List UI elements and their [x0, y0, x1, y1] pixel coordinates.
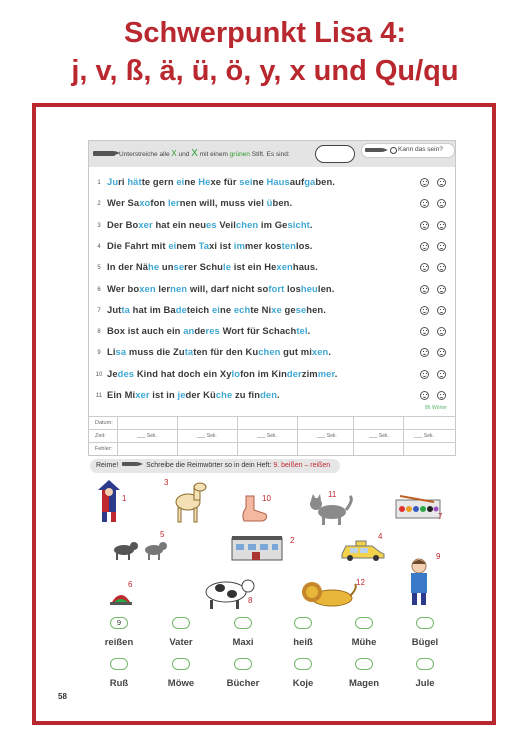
- syllable: xe für: [210, 176, 240, 187]
- sentence-text[interactable]: [107, 219, 313, 230]
- sentence-text[interactable]: [107, 261, 318, 272]
- syllable: ge: [281, 303, 296, 315]
- taxi-icon: [338, 538, 386, 562]
- paintbox-icon: [394, 494, 442, 522]
- syllable: nen: [170, 282, 188, 294]
- happy-face-icon[interactable]: [420, 221, 429, 230]
- building-icon: [230, 534, 284, 562]
- happy-face-icon[interactable]: [420, 370, 429, 379]
- kann-das-sein-label: Kann das sein?: [398, 146, 443, 153]
- table-divider: [117, 416, 118, 455]
- sentence-row: [89, 217, 455, 237]
- instruction-part: Unterstreiche alle: [119, 151, 172, 158]
- sentence-row: [89, 195, 455, 215]
- count-answer-box[interactable]: [315, 145, 355, 163]
- sentence-row: [89, 302, 455, 322]
- sentence-number: 4: [97, 243, 101, 250]
- table-label: Datum:: [95, 420, 113, 426]
- picture-number: 5: [160, 530, 165, 539]
- page-title-line2: j, v, ß, ä, ü, ö, y, x und Qu/qu: [71, 55, 459, 87]
- syllable: ei: [211, 303, 220, 315]
- table-row: [89, 416, 455, 430]
- syllable: che: [215, 389, 233, 400]
- syllable: ri: [118, 176, 128, 187]
- syllable: xen: [276, 261, 293, 273]
- sad-face-icon[interactable]: [437, 327, 446, 336]
- sentence-text[interactable]: [107, 346, 331, 357]
- syllable: ga: [304, 176, 316, 187]
- table-divider: [353, 416, 354, 455]
- seconds-cell[interactable]: ___ Sek.: [317, 433, 337, 439]
- syllable: He: [198, 176, 211, 187]
- syllable: te gern: [141, 176, 177, 187]
- sentence-row: [89, 387, 455, 407]
- happy-face-icon[interactable]: [420, 306, 429, 315]
- dogs-icon: [110, 538, 172, 562]
- reime-instruction: Schreibe die Reimwörter so in dein Heft:: [146, 462, 274, 469]
- syllable: ta: [121, 303, 130, 315]
- picture-number: 12: [356, 578, 365, 587]
- syllable: hat ein neu: [152, 218, 207, 230]
- table-row: [89, 442, 455, 456]
- sentence-text[interactable]: [107, 283, 334, 294]
- syllable: ech: [233, 303, 251, 315]
- instruction-part: und: [176, 151, 192, 158]
- syllable: der Kü: [185, 389, 216, 400]
- rhyme-word: Vater: [169, 637, 193, 648]
- table-divider: [297, 416, 298, 455]
- reime-text: [96, 462, 330, 469]
- reading-table: [89, 416, 455, 455]
- rhyme-word: Bücher: [226, 678, 260, 689]
- sentence-number: 1: [97, 180, 101, 186]
- reading-sheet: [88, 140, 456, 456]
- syllable: Kind hat doch ein Xy: [134, 367, 232, 379]
- sentence-text[interactable]: [107, 197, 292, 208]
- sentence-text[interactable]: [107, 389, 280, 400]
- page-number: 58: [58, 692, 67, 701]
- syllable: Der Bo: [107, 218, 139, 230]
- rhyme-word: Bügel: [411, 637, 439, 648]
- happy-face-icon[interactable]: [420, 348, 429, 357]
- picture-number: 2: [290, 536, 295, 545]
- syllable: auf: [289, 176, 305, 187]
- happy-face-icon[interactable]: [420, 285, 429, 294]
- answer-oval[interactable]: [172, 658, 190, 670]
- syllable: xen: [311, 346, 329, 358]
- syllable: Ju: [107, 176, 119, 187]
- syllable: xer: [135, 389, 150, 400]
- syllable: muss die Zu: [126, 346, 185, 358]
- picture-number: 3: [164, 478, 169, 487]
- syllable: Box ist auch ein: [107, 325, 184, 337]
- syllable: ist ein He: [231, 261, 277, 273]
- happy-face-icon[interactable]: [420, 263, 429, 272]
- syllable: im: [233, 239, 245, 251]
- kann-das-sein-box: [361, 143, 455, 158]
- syllable: sei: [239, 176, 253, 187]
- seconds-cell[interactable]: ___ Sek.: [414, 433, 434, 439]
- syllable: xo: [139, 197, 151, 209]
- syllable: ten für den Ku: [193, 346, 259, 358]
- syllable: le: [223, 261, 232, 273]
- table-divider: [237, 416, 238, 455]
- picture-number: 10: [262, 494, 271, 503]
- syllable: ler: [167, 197, 180, 209]
- syllable: xi ist: [209, 239, 234, 251]
- syllable: Jut: [107, 303, 122, 315]
- syllable: .: [309, 218, 313, 230]
- syllable: xer: [138, 218, 153, 230]
- syllable: he: [148, 261, 160, 273]
- syllable: .: [307, 325, 311, 337]
- syllable: Ta: [198, 239, 210, 251]
- answer-oval[interactable]: [416, 617, 434, 629]
- syllable: mer: [317, 367, 335, 379]
- sentence-row: [89, 259, 455, 279]
- syllable: zim: [301, 367, 318, 379]
- syllable: haus.: [292, 261, 318, 273]
- syllable: hen.: [306, 303, 326, 315]
- syllable: rer Schu: [184, 261, 223, 273]
- picture-number: 4: [378, 532, 383, 541]
- syllable: se: [295, 303, 307, 315]
- syllable: ü: [266, 197, 273, 209]
- syllable: te Ni: [250, 303, 272, 315]
- happy-face-icon[interactable]: [420, 199, 429, 208]
- syllable: chen: [258, 346, 281, 358]
- sentence-number: 6: [97, 286, 101, 293]
- syllable: ne: [252, 176, 267, 187]
- table-label: Zeit:: [95, 433, 106, 439]
- syllable: des: [117, 367, 135, 379]
- picture-number: 11: [328, 490, 337, 499]
- reime-instruction-bar: [90, 459, 340, 473]
- sentence-row: [89, 366, 455, 386]
- rhyme-word: reißen: [104, 637, 134, 648]
- syllable: teich: [186, 303, 212, 315]
- pencil-icon: [122, 462, 138, 466]
- sad-face-icon[interactable]: [437, 199, 446, 208]
- syllable: nen will, muss viel: [179, 197, 267, 209]
- rhyme-word: Maxi: [232, 637, 254, 648]
- syllable: es: [206, 218, 217, 230]
- syllable: ei: [176, 176, 185, 187]
- syllable: .: [328, 346, 332, 358]
- syllable: ta: [184, 346, 194, 358]
- sentence-row: [89, 344, 455, 364]
- syllable: .: [334, 367, 338, 379]
- sentence-number: 9: [97, 350, 101, 357]
- syllable: je: [177, 389, 186, 400]
- sentence-row: [89, 281, 455, 301]
- syllable: mer kos: [244, 239, 282, 251]
- sentence-number: 7: [97, 307, 101, 314]
- sentence-text[interactable]: [107, 304, 326, 315]
- picture-number: 1: [122, 494, 127, 503]
- rhyme-word: Magen: [348, 678, 380, 689]
- syllable: se: [173, 261, 185, 273]
- syllable: ei: [168, 239, 177, 251]
- rhyme-word: heiß: [293, 637, 313, 648]
- syllable: In der Nä: [107, 261, 149, 273]
- sentence-number: 8: [97, 329, 101, 336]
- syllable: Wort für Schach: [219, 325, 297, 337]
- answer-oval[interactable]: [110, 658, 128, 670]
- table-row: [89, 429, 455, 443]
- picture-number: 9: [436, 552, 441, 561]
- rhyme-word: Mühe: [351, 637, 377, 648]
- sentence-number: 11: [95, 393, 103, 399]
- syllable: der: [286, 367, 302, 379]
- rhyme-word: Jule: [415, 678, 435, 689]
- syllable: Li: [107, 346, 116, 358]
- syllable: de: [194, 325, 206, 337]
- green-word: grünen: [229, 151, 250, 158]
- sad-face-icon[interactable]: [437, 391, 446, 400]
- syllable: chen: [235, 218, 259, 230]
- sentence-number: 3: [97, 222, 101, 229]
- syllable: fon im Kin: [240, 367, 287, 379]
- sentence-text[interactable]: [107, 325, 310, 336]
- syllable: sa: [115, 346, 127, 358]
- sentence-number: 2: [97, 201, 101, 208]
- syllable: los: [284, 282, 301, 294]
- picture-number: 8: [248, 596, 253, 605]
- happy-face-icon[interactable]: [420, 242, 429, 251]
- happy-face-icon[interactable]: [420, 178, 429, 187]
- instruction-part: mit einem: [197, 151, 230, 158]
- syllable: Wer Sa: [107, 197, 140, 209]
- sad-face-icon[interactable]: [437, 285, 446, 294]
- syllable: lo: [231, 367, 241, 379]
- instruction-text: [119, 148, 290, 159]
- x-small-letter: X: [171, 149, 177, 158]
- syllable: ist in: [149, 389, 178, 400]
- syllable: Je: [107, 367, 118, 379]
- syllable: hat im Ba: [129, 303, 176, 315]
- rhyme-word: Ruß: [109, 678, 129, 689]
- syllable: ben.: [315, 176, 335, 187]
- syllable: Ein Mi: [107, 389, 136, 400]
- x-big-letter: X: [191, 148, 198, 159]
- syllable: gut mi: [280, 346, 312, 358]
- seconds-cell[interactable]: ___ Sek.: [257, 433, 277, 439]
- syllable: Die Fahrt mit: [107, 239, 169, 251]
- table-divider: [177, 416, 178, 455]
- sentence-text[interactable]: [107, 176, 335, 187]
- syllable: ten: [281, 239, 296, 251]
- happy-face-icon[interactable]: [420, 327, 429, 336]
- syllable: Veil: [216, 218, 236, 230]
- seconds-cell[interactable]: ___ Sek.: [369, 433, 389, 439]
- table-divider: [403, 416, 404, 455]
- boy-icon: [404, 556, 434, 606]
- answer-oval[interactable]: [416, 658, 434, 670]
- circle-icon: [390, 147, 397, 154]
- syllable: ne: [220, 303, 234, 315]
- syllable: Wer bo: [107, 282, 140, 294]
- rhyme-word: Möwe: [167, 678, 195, 689]
- pencil-icon: [365, 148, 383, 152]
- syllable: los.: [295, 239, 313, 251]
- sentence-row: [89, 238, 455, 258]
- syllable: Haus: [266, 176, 290, 187]
- instruction-bar: [89, 141, 455, 167]
- happy-face-icon[interactable]: [420, 391, 429, 400]
- syllable: fon: [150, 197, 168, 209]
- picture-number: 6: [128, 580, 133, 589]
- table-label: Fehler:: [95, 446, 113, 452]
- answer-oval[interactable]: [294, 617, 312, 629]
- syllable: den: [260, 389, 278, 400]
- answer-oval[interactable]: [355, 617, 373, 629]
- jester-icon: [94, 478, 127, 524]
- syllable: .: [277, 389, 280, 400]
- lion-icon: [300, 578, 358, 610]
- reime-example: 9. beißen – reißen: [273, 462, 331, 469]
- answer-oval[interactable]: 9: [110, 617, 128, 629]
- syllable: ben.: [272, 197, 293, 209]
- sad-face-icon[interactable]: [437, 370, 446, 379]
- syllable: ne: [184, 176, 199, 187]
- picture-number: 7: [438, 512, 443, 521]
- syllable: zu fin: [232, 389, 261, 400]
- answer-oval[interactable]: [172, 617, 190, 629]
- sad-face-icon[interactable]: [437, 306, 446, 315]
- sentence-row: [89, 323, 455, 343]
- sentence-number: 5: [97, 265, 101, 272]
- word-count: 86 Wörter: [425, 405, 447, 411]
- sentence-text[interactable]: [107, 368, 337, 379]
- sentence-number: 10: [95, 371, 103, 378]
- horse-icon: [168, 480, 208, 524]
- sad-face-icon[interactable]: [437, 263, 446, 272]
- syllable: ler: [155, 282, 171, 294]
- syllable: nem: [176, 239, 199, 251]
- sentence-text[interactable]: [107, 240, 313, 251]
- syllable: an: [183, 325, 195, 337]
- answer-oval[interactable]: [355, 658, 373, 670]
- syllable: len.: [317, 282, 335, 294]
- syllable: hät: [127, 176, 142, 187]
- instruction-part: Stift. Es sind:: [249, 151, 290, 158]
- syllable: de: [175, 303, 187, 315]
- syllable: xen: [139, 282, 156, 294]
- sentence-row: [89, 174, 455, 194]
- answer-oval[interactable]: [234, 658, 252, 670]
- pencil-icon: [93, 151, 115, 156]
- syllable: im Ge: [258, 218, 288, 230]
- reime-label: Reime!: [96, 462, 119, 469]
- syllable: sicht: [287, 218, 310, 230]
- sad-face-icon[interactable]: [437, 221, 446, 230]
- seconds-cell[interactable]: ___ Sek.: [137, 433, 157, 439]
- answer-oval[interactable]: [234, 617, 252, 629]
- syllable: res: [205, 325, 220, 337]
- sad-face-icon[interactable]: [437, 348, 446, 357]
- rhyme-word: Koje: [292, 678, 314, 689]
- syllable: heu: [300, 282, 318, 294]
- answer-oval[interactable]: [294, 658, 312, 670]
- sad-face-icon[interactable]: [437, 242, 446, 251]
- syllable: will, darf nicht so: [187, 282, 269, 294]
- sad-face-icon[interactable]: [437, 178, 446, 187]
- page-title-line1: Schwerpunkt Lisa 4:: [123, 17, 406, 49]
- syllable: un: [159, 261, 174, 273]
- syllable: tel: [296, 325, 308, 337]
- seconds-cell[interactable]: ___ Sek.: [197, 433, 217, 439]
- syllable: fort: [268, 282, 285, 294]
- syllable: xe: [271, 303, 282, 315]
